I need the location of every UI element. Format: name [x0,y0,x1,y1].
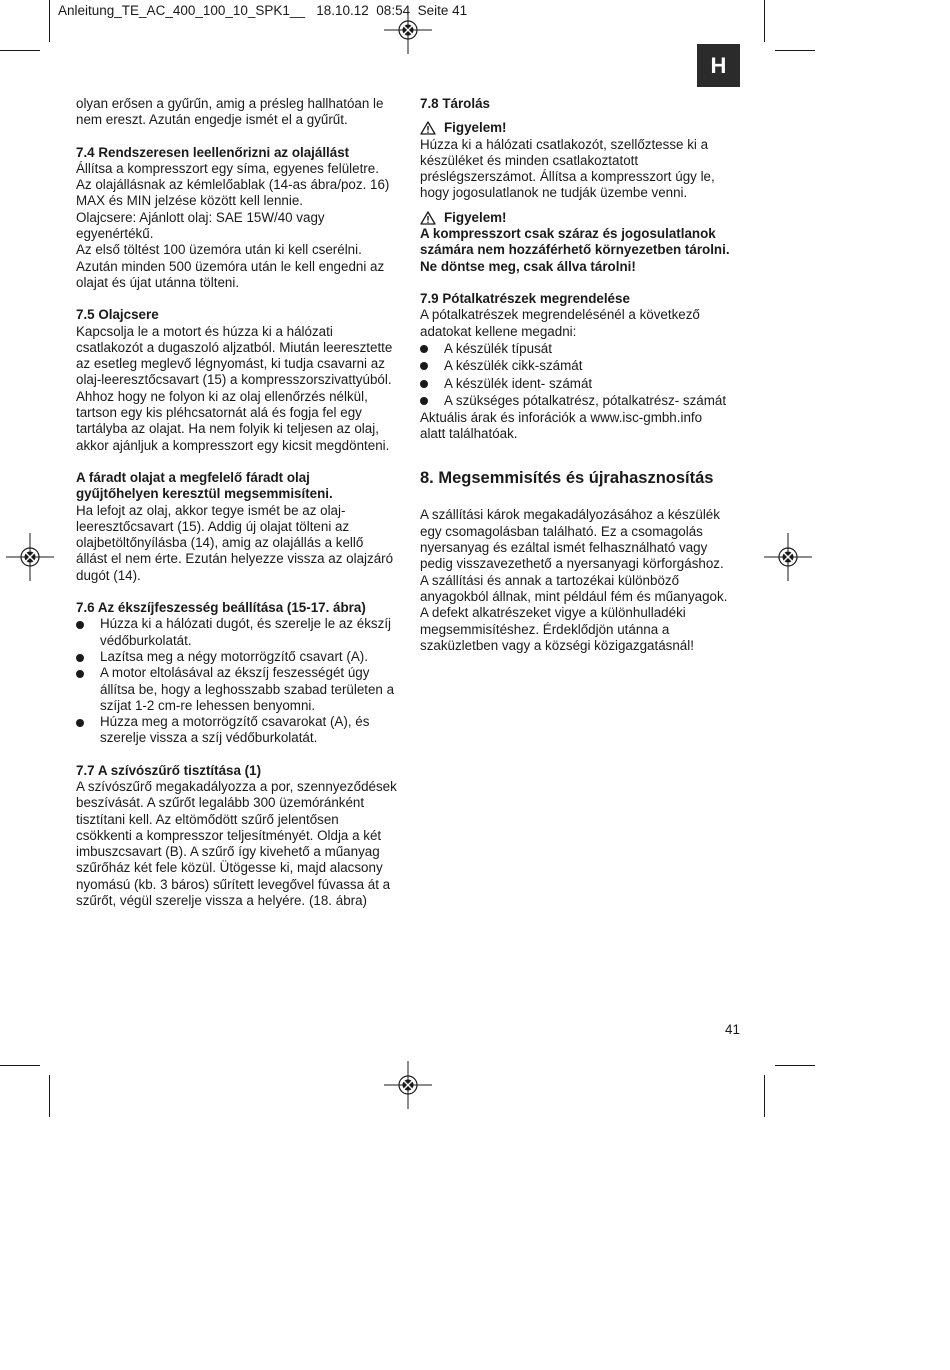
list-item [76,665,406,714]
header-page-label: Seite 41 [417,3,468,18]
text-line: számára nem hozzáférhető környezetben tárolni. [420,242,730,258]
text-line: A defekt alkatrészeket vigye a különhulladéki [420,605,686,621]
crop-mark [775,50,815,51]
list-item-line: Lazítsa meg a négy motorrögzítő csavart (A). [100,648,368,664]
list-item: A készülék cikk-számát [420,357,750,375]
section-7-8-title: 7.8 Tárolás [420,96,490,111]
warning-icon [420,211,436,225]
text-line: Ahhoz hogy ne folyon ki az olaj ellenőrzés nélkül, [76,388,368,404]
text-line: Ne döntse meg, csak állva tárolni! [420,258,636,274]
header-filename: Anleitung_TE_AC_400_100_10_SPK1__ [58,3,305,18]
text-line: olajat és újat utánna tölteni. [76,274,240,290]
text-line: állást el nem érte. Ezután helyezze vissza az olajzáró [76,551,394,567]
disposal-title: gyűjtőhelyen keresztül megsemmisíteni. [76,486,333,502]
registration-mark-icon [384,1061,432,1109]
text-line: csatlakozót a dugaszoló aljzatból. Miután leeresztette [76,339,393,355]
text-line: Azután minden 500 üzemóra után le kell engedni az [76,258,385,274]
text-line: alatt találhatóak. [420,426,518,442]
text-line: nyomású (kb. 3 báros) sűrített levegővel fúvassa át a [76,876,391,892]
text-line: A szállítási és annak a tartozékai különböző [420,572,680,588]
text-line: Az olajállásnak az kémlelőablak (14-as ábra/poz. 16) [76,177,390,193]
bullet-list [76,616,406,746]
text-line: beszívását. A szűrőt legalább 300 üzemóránként [76,795,365,811]
right-column [420,96,750,654]
warning-icon [420,121,436,135]
text-line: Ha lefojt az olaj, akkor tegye ismét be az olaj- [76,502,346,518]
text-line: Aktuális árak és inforációk a www.isc-gmbh.info [420,409,703,425]
list-item-line: A motor eltolásával az ékszíj feszességét úgy [100,665,370,681]
section-7-4-title: 7.4 Rendszeresen leellenőrizni az olajállást [76,144,350,160]
text-line: dugót (14). [76,567,141,583]
text-line: szűrőt, végül szerelje vissza a helyére. (18. ábra) [76,893,368,909]
bullet-list [420,340,750,410]
list-item-line: szerelje vissza a szíj védőburkolatát. [100,730,318,746]
crop-mark [0,50,40,51]
text-line: az esetleg meglevő légnyomást, ki tudja csavarni az [76,356,385,372]
text-line: olaj-leeresztőcsavart (15) a kompresszorszivattyúból. [76,372,392,388]
text-line: A szállítási károk megakadályozásához a készülék [420,507,720,523]
registration-mark-icon [6,533,54,581]
crop-mark [49,1075,50,1117]
section-7-7-title: 7.7 A szívószűrő tisztítása (1) [76,762,262,778]
warning-label: Figyelem! [444,209,507,225]
text-line: anyagokból állnak, mint például fém és műanyagok. [420,588,728,604]
section-7-9-title: 7.9 Pótalkatrészek megrendelése [420,290,630,306]
text-line: egy csomagolásban található. Ez a csomagolás [420,523,703,539]
section-7-5-title: 7.5 Olajcsere [76,307,159,323]
intro-line: olyan erősen a gyűrűn, amig a présleg hallhatóan le [76,96,384,111]
text-line: akkor ajánljuk a kompresszort egy kicsit megdönteni. [76,437,390,453]
text-line: Kapcsolja le a motort és húzza ki a hálózati [76,323,333,339]
warning-heading [420,210,750,226]
list-item [76,649,406,665]
left-column [76,96,406,909]
text-line: egyenértékű. [76,226,154,242]
crop-mark [0,1065,40,1066]
registration-mark-icon [764,533,812,581]
text-line: A kompresszort csak száraz és jogosulatlanok [420,226,716,242]
list-item-line: Húzza ki a hálózati dugót, és szerelje le az ékszíj [100,616,392,632]
intro-line: nem ereszt. Azután engedje ismét el a gyűrűt. [76,112,348,128]
text-line: olajbetöltőnyílásba (14), amig az olajállás a kellő [76,535,364,551]
text-line: MAX és MIN jelzése között kell lennie. [76,193,303,209]
header-date: 18.10.12 [316,3,369,18]
text-line: készüléket és minden csatlakoztatott [420,152,639,168]
warning-heading [420,120,750,136]
text-line: nyersanyag és ezáltal ismét felhasználható vagy [420,540,708,556]
crop-mark [764,1075,765,1117]
list-item: A készülék ident- számát [420,375,750,393]
list-item-line: állítsa be, hogy a leghosszabb szabad területen a [100,681,395,697]
text-line: adatokat kellene megadni: [420,323,577,339]
text-line: Az első töltést 100 üzemóra után ki kell cserélni. [76,242,362,258]
text-line: tartályba az olajat. Ha nem folyik ki teljesen az olaj, [76,421,379,437]
list-item-line: védőburkolatát. [100,632,192,648]
list-item [76,714,406,747]
warning-label: Figyelem! [444,120,507,136]
section-8-title: 8. Megsemmisítés és újrahasznosítás [420,469,714,488]
text-line: szűrőház két fele közül. Ütögesse ki, majd alacsony [76,860,383,876]
disposal-title: A fáradt olajat a megfelelő fáradt olaj [76,469,310,485]
list-item-line: Húzza meg a motorrögzítő csavarokat (A), és [100,714,370,730]
text-line: hogy jogosulatlanok ne tudják üzembe venni. [420,185,688,201]
page-number: 41 [725,1022,740,1037]
list-item: A készülék típusát [420,340,750,358]
text-line: A szívószűrő megakadályozza a por, szennyeződések [76,778,397,794]
text-line: Állítsa a kompresszort egy síma, egyenes felületre. [76,160,379,176]
crop-mark [775,1065,815,1066]
text-line: imbuszcsavart (B). A szűrő így kivehető a műanyag [76,844,380,860]
language-tab: H [697,44,740,87]
text-line: tartson egy kis pléhcsatornát alá és fogja fel egy [76,405,362,421]
list-item [76,616,406,649]
crop-mark [49,0,50,42]
text-line: csökkenti a kompresszor teljesítményét. Oldja a két [76,827,382,843]
text-line: A pótalkatrészek megrendelésénél a következő [420,307,700,323]
header-time: 08:54 [376,3,411,18]
text-line: Húzza ki a hálózati csatlakozót, szellőztesse ki a [420,136,709,152]
text-line: szaküzletben vagy a községi közigazgatásnál! [420,637,694,653]
text-line: Olajcsere: Ajánlott olaj: SAE 15W/40 vagy [76,209,325,225]
text-line: pedig visszavezethető a nyersanyagi körforgáshoz. [420,556,724,572]
text-line: megsemmisítéshez. Érdeklődjön utánna a [420,621,670,637]
crop-mark [764,0,765,42]
list-item-line: szíjat 1-2 cm-re lehessen benyomni. [100,697,316,713]
registration-mark-icon [384,6,432,54]
text-line: tisztítani kell. Az eltömődött szűrő jelentősen [76,811,339,827]
text-line: leeresztőcsavart (15). Addig új olajat tölteni az [76,518,350,534]
section-7-6-title: 7.6 Az ékszíjfeszesség beállítása (15-17. ábra) [76,600,366,616]
list-item: A szükséges pótalkatrész, pótalkatrész- számát [420,392,750,410]
text-line: préslégszerszámot. Állítsa a kompresszort úgy le, [420,169,715,185]
